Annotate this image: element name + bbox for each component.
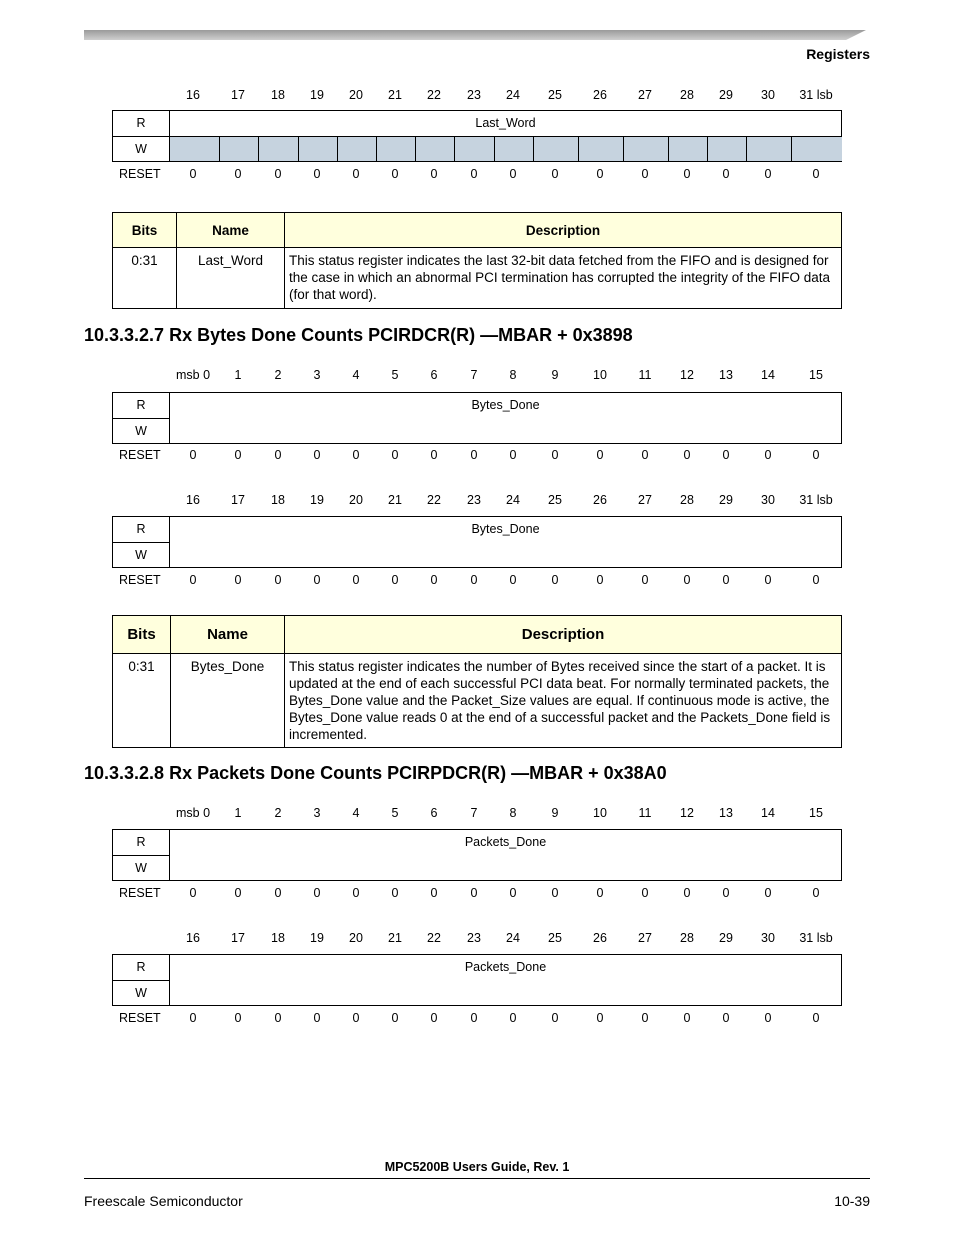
reset-value: 0 <box>509 448 517 462</box>
section-heading: 10.3.3.2.7 Rx Bytes Done Counts PCIRDCR(R) —MBAR + 0x3898 <box>84 325 633 345</box>
col-header-bits: Bits <box>113 213 177 248</box>
reset-value: 0 <box>812 573 820 587</box>
header-bar-notch <box>846 28 870 40</box>
rw-column <box>113 830 170 880</box>
reset-value: 0 <box>352 167 360 181</box>
col-header-description: Description <box>285 213 842 248</box>
reset-value: 0 <box>596 167 604 181</box>
write-cell <box>579 137 624 161</box>
reset-value: 0 <box>234 167 242 181</box>
cell-name: Bytes_Done <box>171 654 285 748</box>
reset-value: 0 <box>470 167 478 181</box>
section-title: Registers <box>806 46 870 62</box>
reset-value: 0 <box>683 448 691 462</box>
field-description-table <box>112 212 842 309</box>
bit-number-row <box>0 88 954 104</box>
reset-value: 0 <box>596 1011 604 1025</box>
bit-number: 3 <box>313 806 321 820</box>
write-cell <box>170 137 220 161</box>
reset-value: 0 <box>764 448 772 462</box>
reset-value: 0 <box>641 886 649 900</box>
reset-value: 0 <box>722 167 730 181</box>
register-box <box>112 110 842 162</box>
cell-description: This status register indicates the number of Bytes received since the start of a packet. It is updated at the end of each successful PCI data beat. For normally terminated packets, the Bytes_Done value and the Packet_Size values are equal. If continuous mode is active, the Bytes_Done value reads 0 at the end of a successful packet and the Packets_Done field is incremented. <box>285 654 842 748</box>
reset-row <box>0 1011 954 1027</box>
write-label: W <box>135 142 147 156</box>
reset-value: 0 <box>313 573 321 587</box>
bit-number: 5 <box>391 368 399 382</box>
bit-number: 27 <box>638 931 652 945</box>
reset-value: 0 <box>641 573 649 587</box>
cell-description: This status register indicates the last 32-bit data fetched from the FIFO and is designed for the case in which an abnormal PCI termination has corrupted the integrity of the FIFO data (for that word). <box>285 248 842 309</box>
bit-number: 22 <box>427 88 441 102</box>
bit-number: 9 <box>551 368 559 382</box>
bit-number: 18 <box>271 931 285 945</box>
reset-value: 0 <box>274 1011 282 1025</box>
bit-number: 30 <box>761 88 775 102</box>
reset-row <box>0 448 954 464</box>
reset-value: 0 <box>189 886 197 900</box>
rw-column <box>113 111 170 161</box>
col-header-description: Description <box>285 616 842 654</box>
reset-value: 0 <box>430 448 438 462</box>
reset-value: 0 <box>722 573 730 587</box>
reset-value: 0 <box>234 886 242 900</box>
cell-bits: 0:31 <box>113 654 171 748</box>
bit-number: 20 <box>349 88 363 102</box>
write-cell <box>669 137 708 161</box>
reset-value: 0 <box>391 1011 399 1025</box>
reset-value: 0 <box>234 448 242 462</box>
reset-value: 0 <box>551 448 559 462</box>
write-cell <box>416 137 455 161</box>
footer-rule <box>84 1178 870 1179</box>
bit-number: 13 <box>719 368 733 382</box>
write-cell <box>708 137 747 161</box>
bit-number: 25 <box>548 931 562 945</box>
read-label: R <box>113 830 169 856</box>
bit-number: 6 <box>430 806 438 820</box>
write-cell <box>259 137 299 161</box>
write-cells <box>170 137 841 161</box>
bit-number: 26 <box>593 931 607 945</box>
bit-number: 19 <box>310 88 324 102</box>
bit-number: 28 <box>680 931 694 945</box>
bit-number: 26 <box>593 88 607 102</box>
bit-number: 10 <box>593 806 607 820</box>
reset-value: 0 <box>641 167 649 181</box>
read-label: R <box>113 393 169 419</box>
write-label: W <box>135 424 147 438</box>
bit-number-row <box>0 368 954 384</box>
write-cell <box>495 137 534 161</box>
write-cell <box>220 137 259 161</box>
reset-value: 0 <box>391 886 399 900</box>
write-label: W <box>135 986 147 1000</box>
bit-number: 12 <box>680 806 694 820</box>
reset-value: 0 <box>596 886 604 900</box>
bit-number: 21 <box>388 931 402 945</box>
bit-number: 7 <box>470 368 478 382</box>
bit-number: 24 <box>506 493 520 507</box>
reset-value: 0 <box>683 886 691 900</box>
reset-value: 0 <box>391 167 399 181</box>
footer-doc-title: MPC5200B Users Guide, Rev. 1 <box>384 1160 570 1174</box>
header-bar <box>84 30 870 40</box>
bit-number: 28 <box>680 88 694 102</box>
reset-value: 0 <box>274 886 282 900</box>
bit-number: 20 <box>349 931 363 945</box>
bit-number: 23 <box>467 931 481 945</box>
field-name: Bytes_Done <box>471 398 540 412</box>
bit-number: 31 lsb <box>799 493 833 507</box>
bit-number: 12 <box>680 368 694 382</box>
reset-label: RESET <box>119 573 161 587</box>
reset-value: 0 <box>274 167 282 181</box>
reset-value: 0 <box>234 573 242 587</box>
write-cell <box>747 137 792 161</box>
reset-value: 0 <box>189 1011 197 1025</box>
reset-value: 0 <box>596 448 604 462</box>
bit-number: 25 <box>548 88 562 102</box>
reset-value: 0 <box>509 1011 517 1025</box>
write-label: W <box>135 861 147 875</box>
bit-number: 19 <box>310 931 324 945</box>
col-header-bits: Bits <box>113 616 171 654</box>
bit-number: 13 <box>719 806 733 820</box>
bit-number: 30 <box>761 493 775 507</box>
bit-number: 31 lsb <box>799 931 833 945</box>
register-box <box>112 392 842 444</box>
reset-value: 0 <box>812 448 820 462</box>
page-number: 10-39 <box>834 1193 870 1209</box>
reset-value: 0 <box>189 167 197 181</box>
bit-number: 18 <box>271 493 285 507</box>
register-box <box>112 829 842 881</box>
reset-row <box>0 167 954 183</box>
bit-number: 31 lsb <box>799 88 833 102</box>
reset-value: 0 <box>641 1011 649 1025</box>
bit-number: 16 <box>186 931 200 945</box>
register-box <box>112 954 842 1006</box>
reset-value: 0 <box>722 448 730 462</box>
bit-number: 14 <box>761 806 775 820</box>
reset-label: RESET <box>119 1011 161 1025</box>
bit-number: 24 <box>506 931 520 945</box>
bit-number: 29 <box>719 931 733 945</box>
bit-number: 1 <box>234 806 242 820</box>
reset-value: 0 <box>683 573 691 587</box>
write-cell <box>377 137 416 161</box>
bit-number: 29 <box>719 88 733 102</box>
reset-value: 0 <box>313 167 321 181</box>
bit-number: 9 <box>551 806 559 820</box>
bit-number: 21 <box>388 493 402 507</box>
reset-value: 0 <box>509 167 517 181</box>
reset-value: 0 <box>551 573 559 587</box>
reset-value: 0 <box>352 886 360 900</box>
write-cell <box>338 137 377 161</box>
bit-number: 20 <box>349 493 363 507</box>
bit-number: 2 <box>274 368 282 382</box>
col-header-name: Name <box>171 616 285 654</box>
footer-company: Freescale Semiconductor <box>84 1193 243 1209</box>
reset-value: 0 <box>352 573 360 587</box>
bit-number: 11 <box>638 806 652 820</box>
reset-value: 0 <box>722 886 730 900</box>
bit-number: 17 <box>231 931 245 945</box>
table-row <box>113 248 842 309</box>
reset-value: 0 <box>764 886 772 900</box>
reset-value: 0 <box>641 448 649 462</box>
bit-number: 17 <box>231 493 245 507</box>
reset-value: 0 <box>430 886 438 900</box>
bit-number: 8 <box>509 806 517 820</box>
rw-column <box>113 955 170 1005</box>
bit-number-row <box>0 931 954 947</box>
bit-number: 25 <box>548 493 562 507</box>
bit-number: 15 <box>809 806 823 820</box>
bit-number: 8 <box>509 368 517 382</box>
reset-value: 0 <box>352 448 360 462</box>
bit-number: 30 <box>761 931 775 945</box>
write-label: W <box>135 548 147 562</box>
field-name: Last_Word <box>170 111 841 137</box>
field-description-table <box>112 615 842 748</box>
bit-number-row <box>0 493 954 509</box>
reset-value: 0 <box>812 1011 820 1025</box>
reset-value: 0 <box>722 1011 730 1025</box>
read-label: R <box>113 111 169 137</box>
reset-value: 0 <box>812 167 820 181</box>
write-cell <box>624 137 669 161</box>
reset-value: 0 <box>683 1011 691 1025</box>
bit-number: 27 <box>638 493 652 507</box>
bit-number: 2 <box>274 806 282 820</box>
reset-value: 0 <box>551 167 559 181</box>
write-cell <box>534 137 579 161</box>
bit-number: 22 <box>427 493 441 507</box>
bit-number: 1 <box>234 368 242 382</box>
reset-value: 0 <box>391 573 399 587</box>
reset-value: 0 <box>189 448 197 462</box>
write-cell <box>455 137 495 161</box>
write-cell <box>299 137 338 161</box>
reset-row <box>0 573 954 589</box>
read-label: R <box>113 955 169 981</box>
bit-number: 3 <box>313 368 321 382</box>
bit-number: 5 <box>391 806 399 820</box>
table-row <box>113 654 842 748</box>
reset-value: 0 <box>313 448 321 462</box>
reset-value: 0 <box>470 573 478 587</box>
reset-value: 0 <box>509 886 517 900</box>
reset-value: 0 <box>764 167 772 181</box>
cell-bits: 0:31 <box>113 248 177 309</box>
bit-number: msb 0 <box>175 368 211 382</box>
bit-number: msb 0 <box>175 806 211 820</box>
reset-value: 0 <box>683 167 691 181</box>
bit-number: 28 <box>680 493 694 507</box>
bit-number: 6 <box>430 368 438 382</box>
reset-value: 0 <box>812 886 820 900</box>
register-box <box>112 516 842 568</box>
bit-number: 26 <box>593 493 607 507</box>
bit-number: 19 <box>310 493 324 507</box>
col-header-name: Name <box>177 213 285 248</box>
reset-label: RESET <box>119 886 161 900</box>
reset-value: 0 <box>313 1011 321 1025</box>
read-label: R <box>113 517 169 543</box>
reset-value: 0 <box>313 886 321 900</box>
bit-number: 23 <box>467 493 481 507</box>
reset-value: 0 <box>274 573 282 587</box>
reset-value: 0 <box>470 448 478 462</box>
reset-value: 0 <box>470 886 478 900</box>
reset-value: 0 <box>352 1011 360 1025</box>
reset-value: 0 <box>764 1011 772 1025</box>
reset-value: 0 <box>509 573 517 587</box>
bit-number: 7 <box>470 806 478 820</box>
write-cell <box>792 137 842 161</box>
bit-number: 4 <box>352 368 360 382</box>
bit-number: 10 <box>593 368 607 382</box>
reset-label: RESET <box>119 448 161 462</box>
cell-name: Last_Word <box>177 248 285 309</box>
reset-value: 0 <box>430 167 438 181</box>
bit-number: 23 <box>467 88 481 102</box>
bit-number: 21 <box>388 88 402 102</box>
bit-number-row <box>0 806 954 822</box>
bit-number: 27 <box>638 88 652 102</box>
bit-number: 18 <box>271 88 285 102</box>
bit-number: 15 <box>809 368 823 382</box>
reset-value: 0 <box>470 1011 478 1025</box>
reset-value: 0 <box>274 448 282 462</box>
rw-column <box>113 517 170 567</box>
reset-value: 0 <box>596 573 604 587</box>
bit-number: 14 <box>761 368 775 382</box>
reset-value: 0 <box>430 573 438 587</box>
reset-value: 0 <box>430 1011 438 1025</box>
bit-number: 16 <box>186 493 200 507</box>
bit-number: 17 <box>231 88 245 102</box>
bit-number: 29 <box>719 493 733 507</box>
bit-number: 22 <box>427 931 441 945</box>
rw-column <box>113 393 170 443</box>
field-name: Packets_Done <box>464 835 547 849</box>
reset-value: 0 <box>234 1011 242 1025</box>
section-heading: 10.3.3.2.8 Rx Packets Done Counts PCIRPDCR(R) —MBAR + 0x38A0 <box>84 763 667 783</box>
reset-value: 0 <box>551 886 559 900</box>
reset-value: 0 <box>551 1011 559 1025</box>
reset-value: 0 <box>764 573 772 587</box>
field-name: Packets_Done <box>464 960 547 974</box>
field-name: Bytes_Done <box>471 522 540 536</box>
bit-number: 24 <box>506 88 520 102</box>
reset-row <box>0 886 954 902</box>
bit-number: 11 <box>638 368 652 382</box>
bit-number: 16 <box>186 88 200 102</box>
reset-value: 0 <box>189 573 197 587</box>
reset-value: 0 <box>391 448 399 462</box>
reset-label: RESET <box>119 167 161 181</box>
bit-number: 4 <box>352 806 360 820</box>
